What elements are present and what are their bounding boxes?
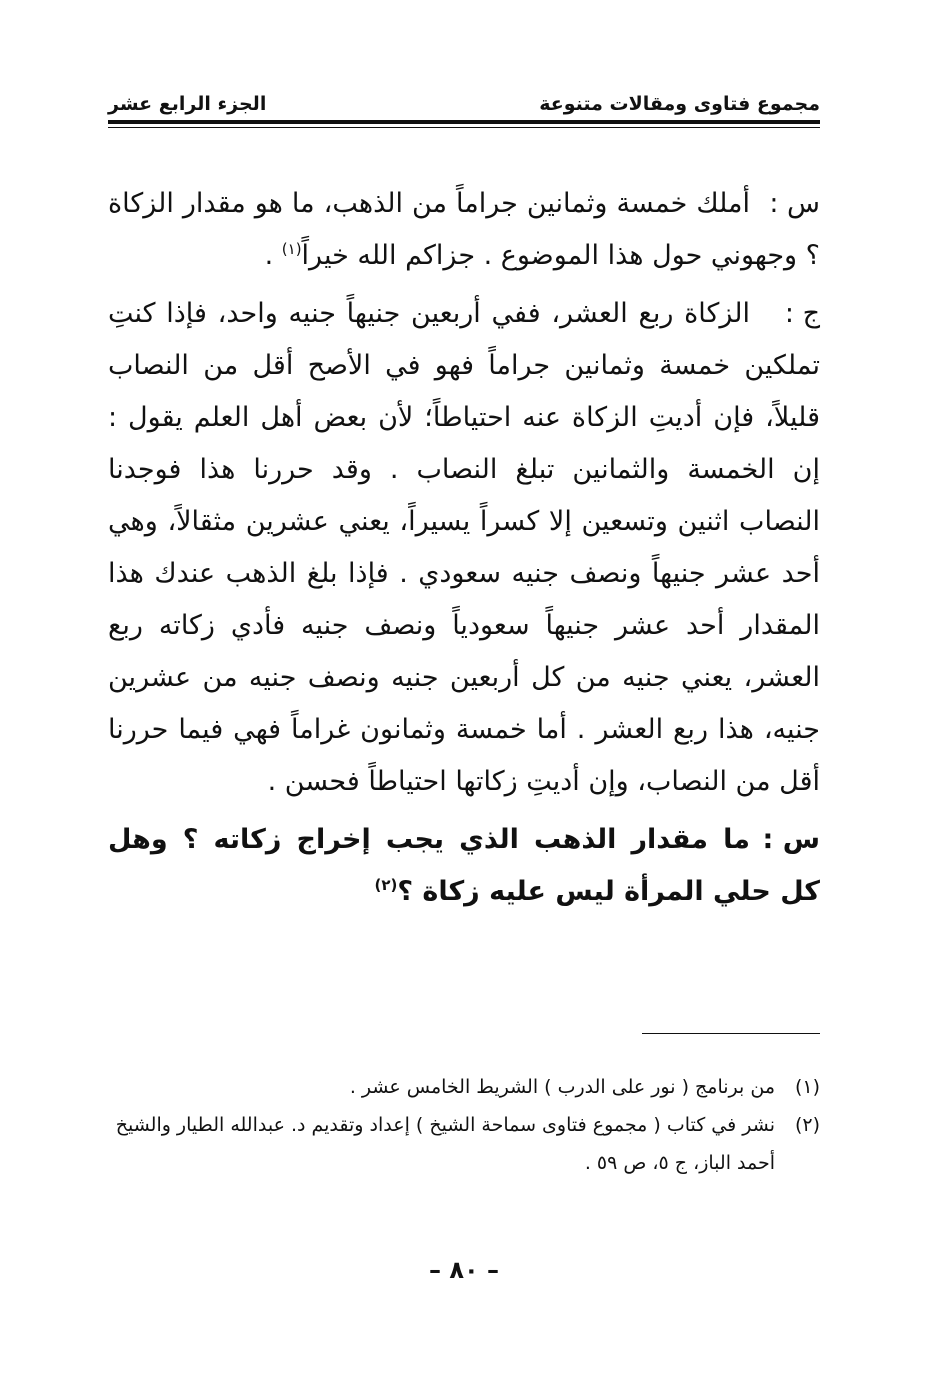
answer-1-text: الزكاة ربع العشر، ففي أربعين جنيهاً جنيه واحد، فإذا كنتِ تملكين خمسة وثمانين جراماً فهو في الأصح أقل من النصاب قليلاً، فإن أديتِ الزكاة عنه احتياطاً؛ لأن بعض أهل العلم يقول : إن الخمسة والثمانين تبلغ النصاب . وقد حررنا هذا فوجدنا النصاب اثنين وتسعين إلا كسراً يسيراً، يعني عشرين مثقالاً، وهي أحد عشر جنيهاً ونصف جنيه سعودي . فإذا بلغ الذهب عندك هذا المقدار أحد عشر جنيهاً سعودياً ونصف جنيه فأدي زكاته ربع العشر، يعني جنيه من كل أربعين جنيه ونصف جنيه من عشرين جنيه، هذا ربع العشر . أما خمسة وثمانون غراماً فهي فيما حررنا أقل من النصاب، وإن أديتِ زكاتها احتياطاً فحسن . [108, 298, 820, 797]
page-number: – ٨٠ – [428, 1256, 499, 1284]
running-header [108, 86, 820, 122]
footnote-separator [642, 1033, 820, 1034]
volume-label: الجزء الرابع عشر [108, 93, 267, 115]
question-1-end: . [264, 240, 274, 271]
footnote-ref-2: (٢) [374, 876, 398, 894]
answer-1-label: ج : [784, 298, 820, 329]
question-1 [108, 178, 820, 282]
footnote-ref-1: (١) [281, 240, 302, 258]
header-rule-thin [108, 127, 820, 128]
footnote-2 [108, 1106, 820, 1182]
question-2-label: س : [762, 824, 820, 855]
question-2-text: ما مقدار الذهب الذي يجب إخراج زكاته ؟ وهل كل حلي المرأة ليس عليه زكاة ؟ [108, 824, 820, 907]
footnote-1 [108, 1068, 820, 1106]
answer-1 [108, 288, 820, 808]
header-rule-thick [108, 120, 820, 124]
book-page [108, 78, 820, 1328]
question-1-text: أملك خمسة وثمانين جراماً من الذهب، ما هو مقدار الزكاة ؟ وجهوني حول هذا الموضوع . جزاكم الله خيراً [108, 188, 820, 271]
footnotes [108, 1068, 820, 1182]
main-text [108, 178, 820, 924]
question-2 [108, 814, 820, 918]
footnote-1-text: من برنامج ( نور على الدرب ) الشريط الخامس عشر . [349, 1076, 775, 1098]
footnote-1-number: (١) [794, 1076, 820, 1098]
question-1-label: س : [769, 188, 820, 219]
book-title: مجموع فتاوى ومقالات متنوعة [539, 93, 820, 115]
footnote-2-text: نشر في كتاب ( مجموع فتاوى سماحة الشيخ ) إعداد وتقديم د. عبدالله الطيار والشيخ أحمد الباز، ج ٥، ص ٥٩ . [115, 1114, 775, 1174]
footnote-2-number: (٢) [794, 1114, 820, 1136]
